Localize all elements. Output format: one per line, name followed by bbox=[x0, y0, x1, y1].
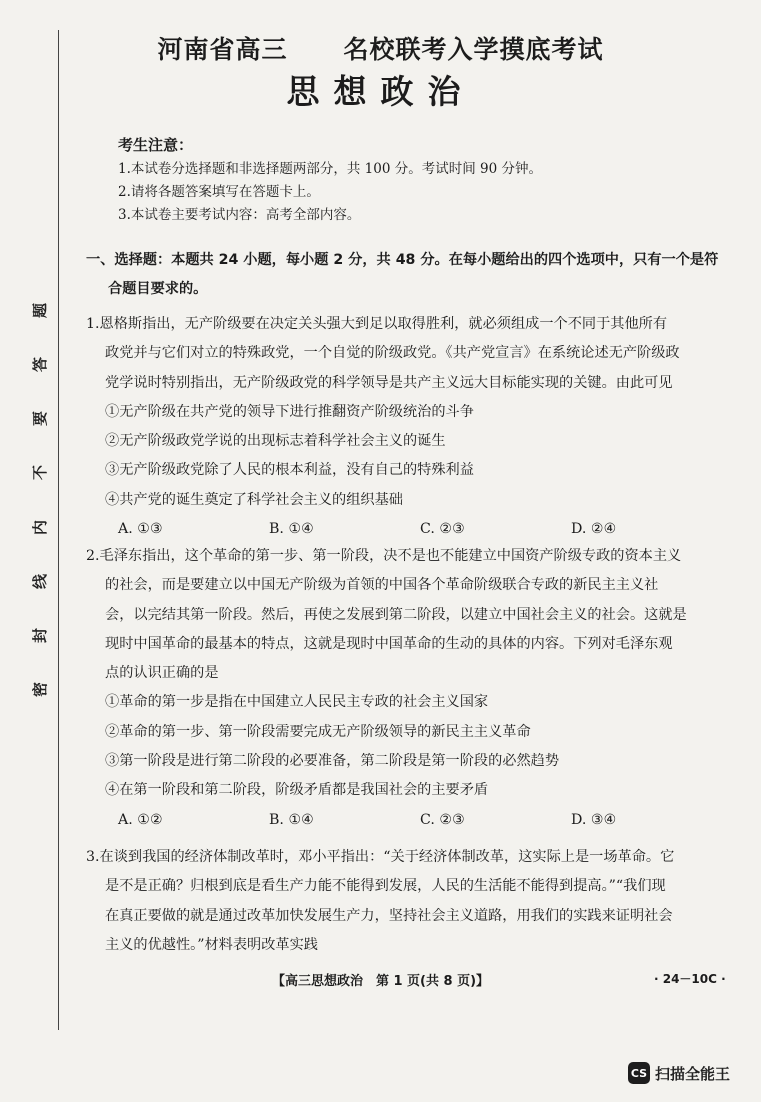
binding-char: 封 bbox=[31, 627, 50, 643]
binding-line bbox=[58, 30, 59, 1030]
choice-a: A. ①② bbox=[118, 811, 163, 828]
notice-item: 1.本试卷分选择题和非选择题两部分，共 100 分。考试时间 90 分钟。 bbox=[118, 161, 542, 177]
exam-code: · 24－10C · bbox=[654, 972, 726, 986]
choice-b: B. ①④ bbox=[269, 811, 314, 828]
statement: ①革命的第一步是指在中国建立人民民主专政的社会主义国家 bbox=[105, 694, 489, 711]
choice-d: D. ②④ bbox=[571, 521, 617, 538]
statement: ④在第一阶段和第二阶段，阶级矛盾都是我国社会的主要矛盾 bbox=[105, 782, 489, 799]
subject-title: 思想政治 bbox=[286, 72, 475, 111]
question-stem-line: 2.毛泽东指出，这个革命的第一步、第一阶段，决不是也不能建立中国资产阶级专政的资本主义 bbox=[86, 548, 682, 564]
candidate-notice bbox=[118, 134, 542, 227]
notice-item: 2.请将各题答案填写在答题卡上。 bbox=[118, 184, 320, 200]
question-stem-line: 3.在谈到我国的经济体制改革时，邓小平指出：“关于经济体制改革，这实际上是一场革命。它 bbox=[86, 849, 675, 865]
question-stem-line: 1.恩格斯指出，无产阶级要在决定关头强大到足以取得胜利，就必须组成一个不同于其他所有 bbox=[86, 316, 668, 332]
binding-margin-text bbox=[30, 300, 50, 700]
section-heading bbox=[86, 246, 726, 304]
binding-char: 内 bbox=[31, 519, 50, 535]
statement: ④共产党的诞生奠定了科学社会主义的组织基础 bbox=[105, 491, 403, 508]
statement: ②革命的第一步、第一阶段需要完成无产阶级领导的新民主主义革命 bbox=[105, 723, 531, 740]
question-stem-line: 现时中国革命的最基本的特点，这就是现时中国革命的生动的具体的内容。下列对毛泽东观 bbox=[105, 635, 673, 652]
answer-choices bbox=[86, 806, 726, 835]
statement: ②无产阶级政党学说的出现标志着科学社会主义的诞生 bbox=[105, 433, 446, 450]
binding-char: 密 bbox=[31, 681, 50, 697]
question-stem-line: 会，以完结其第一阶段。然后，再使之发展到第二阶段，以建立中国社会主义的社会。这就是 bbox=[105, 606, 687, 623]
section-heading-line: 一、选择题：本题共 24 小题，每小题 2 分，共 48 分。在每小题给出的四个选项中，只有一个是符 bbox=[86, 252, 719, 268]
question-stem-line: 是不是正确？归根到底是看生产力能不能得到发展，人民的生活能不能得到提高。”“我们现 bbox=[105, 878, 666, 895]
watermark-text: 扫描全能王 bbox=[655, 1064, 731, 1083]
statement: ③无产阶级政党除了人民的根本利益，没有自己的特殊利益 bbox=[105, 462, 474, 479]
question-stem-line: 党学说时特别指出，无产阶级政党的科学领导是共产主义远大目标能实现的关键。由此可见 bbox=[105, 374, 673, 391]
question-stem-line: 主义的优越性。”材料表明改革实践 bbox=[105, 936, 318, 953]
notice-title: 考生注意： bbox=[118, 136, 194, 154]
question-stem-line: 的社会，而是要建立以中国无产阶级为首领的中国各个革命阶级联合专政的新民主主义社 bbox=[105, 577, 659, 594]
question-stem-line: 点的认识正确的是 bbox=[105, 665, 219, 682]
statement: ③第一阶段是进行第二阶段的必要准备，第二阶段是第一阶段的必然趋势 bbox=[105, 753, 560, 770]
exam-title bbox=[0, 30, 761, 66]
question-1 bbox=[86, 310, 726, 544]
binding-char: 题 bbox=[31, 302, 50, 319]
question-stem-line: 在真正要做的就是通过改革加快发展生产力，坚持社会主义道路，用我们的实践来证明社会 bbox=[105, 907, 673, 924]
binding-char: 答 bbox=[31, 357, 50, 373]
question-2 bbox=[86, 542, 726, 835]
choice-b: B. ①④ bbox=[269, 521, 314, 538]
scanner-watermark bbox=[628, 1062, 730, 1084]
exam-title-right: 名校联考入学摸底考试 bbox=[343, 35, 604, 64]
page-footer: 【高三思想政治 第 1 页(共 8 页)】 bbox=[271, 974, 490, 989]
question-stem-line: 政党并与它们对立的特殊政党，一个自觉的阶级政党。《共产党宣言》在系统论述无产阶级政 bbox=[105, 345, 680, 362]
question-3 bbox=[86, 843, 726, 960]
binding-char: 要 bbox=[31, 411, 50, 427]
statement: ①无产阶级在共产党的领导下进行推翻资产阶级统治的斗争 bbox=[105, 403, 474, 420]
exam-title-left: 河南省高三 bbox=[157, 35, 288, 64]
choice-a: A. ①③ bbox=[118, 521, 163, 538]
binding-char: 不 bbox=[31, 465, 50, 481]
choice-c: C. ②③ bbox=[420, 521, 465, 538]
camscanner-logo-icon: CS bbox=[628, 1062, 650, 1084]
answer-choices bbox=[86, 515, 726, 544]
notice-item: 3.本试卷主要考试内容：高考全部内容。 bbox=[118, 207, 361, 223]
choice-c: C. ②③ bbox=[420, 811, 465, 828]
choice-d: D. ③④ bbox=[571, 811, 617, 828]
section-heading-line: 合题目要求的。 bbox=[108, 281, 208, 297]
binding-char: 线 bbox=[31, 573, 50, 589]
